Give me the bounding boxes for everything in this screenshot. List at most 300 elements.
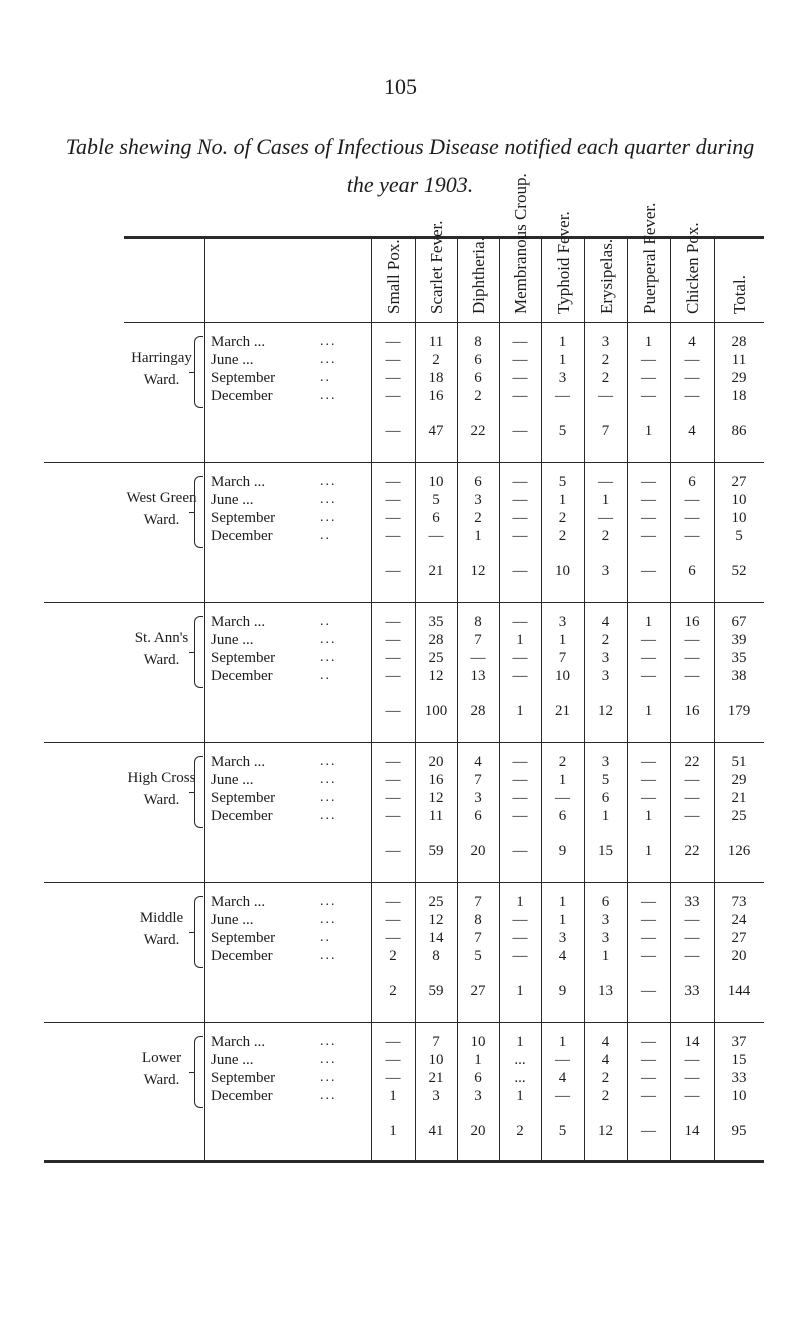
subtotal-cell: 144 [727,983,751,999]
subtotal-cell: 22 [684,843,700,859]
table-cell: — [598,474,613,490]
table-cell: 3 [558,930,567,946]
table-cell: — [385,528,401,544]
subtotal-cell: 126 [727,843,751,859]
table-cell: 6 [474,370,482,386]
table-cell: 24 [731,912,747,928]
subtotal-cell: 47 [428,423,444,439]
table-cell: — [684,650,700,666]
subtotal-cell: 52 [731,563,747,579]
month-label: December [211,1088,273,1104]
subtotal-cell: 1 [516,703,524,719]
table-cell: — [641,352,656,368]
subtotal-cell: 33 [684,983,700,999]
table-cell: — [512,808,528,824]
table-cell: 35 [731,650,747,666]
column-header: Puerperal Fever. [639,202,659,314]
table-cell: 28 [428,632,444,648]
leader-dots: ... [320,492,337,507]
table-cell: 29 [731,772,747,788]
subtotal-cell: — [385,563,401,579]
table-cell: — [385,334,401,350]
table-cell: 27 [731,474,747,490]
ward-brace [194,336,203,408]
table-cell: 3 [601,334,610,350]
subtotal-cell: 15 [598,843,613,859]
table-cell: 1 [644,334,653,350]
table-cell: — [385,930,401,946]
table-cell: — [385,650,401,666]
table-cell: 21 [731,790,747,806]
table-cell: — [684,510,700,526]
table-cell: 51 [731,754,747,770]
subtotal-cell: 22 [470,423,486,439]
leader-dots: ... [320,1034,337,1049]
table-cell: 8 [474,614,482,630]
table-cell: 6 [474,352,482,368]
subtotal-cell: 10 [555,563,570,579]
table-cell: 16 [428,388,444,404]
table-cell: 6 [558,808,567,824]
month-label: December [211,668,273,684]
table-cell: 18 [731,388,747,404]
ward-brace [194,476,203,548]
table-cell: 6 [688,474,696,490]
table-cell: 4 [601,1052,610,1068]
table-cell: 3 [474,1088,482,1104]
table-cell: 4 [558,1070,567,1086]
table-cell: — [641,912,656,928]
table-cell: — [385,370,401,386]
table-cell: 25 [428,650,444,666]
table-cell: — [684,388,700,404]
table-cell: 73 [731,894,747,910]
table-cell: — [555,1088,570,1104]
table-cell: 12 [428,668,444,684]
table-cell: — [684,632,700,648]
leader-dots: ... [320,388,337,403]
leader-dots: ... [320,948,337,963]
subtotal-cell: — [512,563,528,579]
leader-dots: ... [320,754,337,769]
table-cell: — [641,1070,656,1086]
bottom-rule [44,1160,764,1163]
table-cell: 37 [731,1034,747,1050]
month-label: September [211,510,276,526]
subtotal-cell: 1 [644,703,653,719]
subtotal-cell: 1 [389,1123,397,1139]
month-label: March ... [211,474,266,490]
table-cell: 3 [601,754,610,770]
table-cell: 11 [731,352,747,368]
table-cell: 1 [389,1088,397,1104]
month-label: March ... [211,614,266,630]
table-cell: 2 [601,1070,610,1086]
table-cell: 3 [558,614,567,630]
subtotal-cell: 12 [470,563,486,579]
table-cell: — [641,754,656,770]
table-cell: 1 [644,614,653,630]
leader-dots: ... [320,1070,337,1085]
table-cell: — [385,1034,401,1050]
ward-name: Ward. [143,652,180,668]
table-cell: 8 [474,912,482,928]
table-cell: 2 [601,370,610,386]
subtotal-cell: 6 [688,563,696,579]
leader-dots: ... [320,650,337,665]
table-cell: 22 [684,754,700,770]
subtotal-cell: 59 [428,983,444,999]
table-cell: 2 [474,388,482,404]
table-cell: 3 [432,1088,440,1104]
table-cell: 5 [432,492,440,508]
table-cell: — [512,772,528,788]
ward-name: Ward. [143,932,180,948]
table-cell: 15 [731,1052,747,1068]
table-cell: 4 [474,754,482,770]
table-cell: 8 [432,948,440,964]
table-cell: 2 [389,948,397,964]
table-cell: — [641,388,656,404]
leader-dots: ... [320,1052,337,1067]
month-label: September [211,370,276,386]
table-cell: — [512,912,528,928]
subtotal-cell: 28 [470,703,486,719]
column-header: Erysipelas. [596,238,616,314]
table-cell: 2 [558,510,567,526]
subtotal-cell: — [512,843,528,859]
table-cell: 10 [428,1052,444,1068]
subtotal-cell: 21 [555,703,570,719]
table-cell: — [555,388,570,404]
table-cell: — [470,650,486,666]
table-cell: — [684,492,700,508]
table-cell: 1 [516,632,524,648]
table-cell: — [385,754,401,770]
table-cell: 1 [558,772,567,788]
subtotal-cell: 16 [684,703,700,719]
ward-name: Ward. [143,372,180,388]
table-cell: 1 [601,948,610,964]
table-cell: 1 [601,492,610,508]
table-cell: — [641,772,656,788]
table-cell: — [512,492,528,508]
table-cell: 1 [558,492,567,508]
table-cell: 8 [474,334,482,350]
table-cell: 2 [601,528,610,544]
table-cell: — [684,352,700,368]
page-title [40,128,780,204]
table-cell: 3 [601,650,610,666]
subtotal-cell: 1 [644,843,653,859]
table-cell: 3 [601,912,610,928]
table-cell: — [684,948,700,964]
table-cell: — [641,370,656,386]
month-label: March ... [211,334,266,350]
table-cell: 6 [601,894,610,910]
table-cell: — [512,668,528,684]
table-cell: 11 [428,334,444,350]
table-cell: 33 [684,894,700,910]
table-cell: 4 [558,948,567,964]
table-cell: 1 [558,352,567,368]
column-header: Chicken Pox. [683,222,702,314]
leader-dots: ... [320,510,337,525]
table-cell: 3 [601,930,610,946]
table-cell: 20 [428,754,444,770]
table-cell: 6 [432,510,440,526]
month-label: September [211,930,276,946]
table-cell: 5 [735,528,743,544]
subtotal-cell: 2 [516,1123,524,1139]
table-cell: — [555,1052,570,1068]
leader-dots: .. [320,370,331,385]
table-cell: 7 [474,632,482,648]
table-cell: — [641,650,656,666]
table-cell: 3 [474,790,482,806]
table-cell: 2 [558,754,567,770]
table-cell: — [684,370,700,386]
ward-brace [194,896,203,968]
ward-name: Ward. [143,1072,180,1088]
table-cell: — [641,790,656,806]
table-cell: — [385,1052,401,1068]
table-cell: 16 [684,614,700,630]
table-cell: — [641,510,656,526]
month-label: September [211,790,276,806]
table-cell: 5 [601,772,610,788]
subtotal-cell: 1 [644,423,653,439]
month-label: March ... [211,1034,266,1050]
table-cell: — [385,668,401,684]
table-cell: 2 [601,1088,610,1104]
column-header: Small Pox. [384,239,403,314]
table-cell: 4 [688,334,696,350]
ward-separator [44,602,764,603]
subtotal-cell: — [385,703,401,719]
table-cell: 1 [601,808,610,824]
table-cell: ... [514,1052,526,1068]
ward-brace [194,1036,203,1108]
column-header: Membranous Croup. [511,173,530,314]
table-cell: 1 [516,1034,524,1050]
table-cell: 1 [474,1052,482,1068]
table-cell: — [684,930,700,946]
table-cell: 1 [516,894,524,910]
table-cell: 1 [558,334,567,350]
table-cell: 5 [474,948,482,964]
table-cell: 16 [428,772,444,788]
table-cell: — [598,388,613,404]
ward-name: St. Ann's [134,630,189,646]
table-cell: — [598,510,613,526]
month-label: March ... [211,894,266,910]
month-label: September [211,1070,276,1086]
ward-name: Ward. [143,512,180,528]
table-cell: — [641,474,656,490]
month-label: June ... [211,772,254,788]
subtotal-cell: 27 [470,983,486,999]
subtotal-cell: 86 [731,423,747,439]
table-cell: — [385,492,401,508]
table-cell: — [512,334,528,350]
table-cell: 21 [428,1070,444,1086]
table-cell: 2 [601,352,610,368]
column-header: Total. [730,275,749,314]
subtotal-cell: 5 [558,1123,567,1139]
table-cell: — [641,930,656,946]
leader-dots: ... [320,1088,337,1103]
subtotal-cell: 95 [731,1123,747,1139]
table-cell: — [385,474,401,490]
table-cell: 3 [558,370,567,386]
table-cell: — [684,912,700,928]
table-cell: 10 [428,474,444,490]
table-cell: — [641,668,656,684]
table-cell: 20 [731,948,747,964]
month-label: June ... [211,352,254,368]
month-label: June ... [211,1052,254,1068]
leader-dots: .. [320,614,331,629]
table-cell: 2 [558,528,567,544]
table-cell: 4 [601,1034,610,1050]
ward-separator [44,462,764,463]
table-cell: — [385,352,401,368]
subtotal-cell: — [385,423,401,439]
table-cell: — [385,808,401,824]
table-cell: — [512,650,528,666]
leader-dots: .. [320,930,331,945]
ward-name: Lower [141,1050,182,1066]
table-cell: — [641,894,656,910]
table-cell: — [684,1088,700,1104]
table-cell: 1 [558,632,567,648]
ward-name: Harringay [131,350,192,366]
table-cell: 10 [555,668,570,684]
table-cell: 10 [470,1034,486,1050]
table-cell: ... [514,1070,526,1086]
table-cell: — [641,1034,656,1050]
table-cell: — [641,528,656,544]
table-cell: 11 [428,808,444,824]
table-cell: 28 [731,334,747,350]
column-header: Scarlet Fever. [427,220,446,314]
subtotal-cell: 12 [598,703,613,719]
subtotal-cell: 100 [424,703,448,719]
title-line-1: Table shewing No. of Cases of Infectious Disease notified each quarter during [65,134,755,159]
table-cell: — [385,912,401,928]
month-label: June ... [211,492,254,508]
table-cell: 10 [731,510,747,526]
table-cell: 3 [474,492,482,508]
subtotal-cell: 14 [684,1123,700,1139]
table-cell: 33 [731,1070,747,1086]
table-cell: 6 [474,1070,482,1086]
subtotal-cell: — [512,423,528,439]
ward-separator [44,1022,764,1023]
table-cell: 18 [428,370,444,386]
month-label: December [211,948,273,964]
table-cell: 25 [428,894,444,910]
subtotal-cell: 3 [601,563,610,579]
table-cell: 2 [432,352,440,368]
ward-separator [44,742,764,743]
ward-separator [44,882,764,883]
table-cell: — [641,1088,656,1104]
table-cell: 12 [428,790,444,806]
table-cell: 39 [731,632,747,648]
table-cell: 3 [601,668,610,684]
table-cell: — [641,632,656,648]
subtotal-cell: 59 [428,843,444,859]
table-cell: 7 [474,894,482,910]
table-cell: 1 [474,528,482,544]
table-cell: 6 [601,790,610,806]
subtotal-cell: 9 [558,843,567,859]
table-cell: — [385,790,401,806]
month-label: June ... [211,912,254,928]
subtotal-cell: 7 [601,423,610,439]
subtotal-cell: — [641,563,656,579]
table-cell: 7 [558,650,567,666]
table-cell: — [512,528,528,544]
table-cell: 14 [684,1034,700,1050]
table-cell: 13 [470,668,486,684]
table-cell: 5 [558,474,567,490]
table-cell: 25 [731,808,747,824]
leader-dots: ... [320,334,337,349]
table-cell: 67 [731,614,747,630]
table-cell: 1 [516,1088,524,1104]
table-cell: — [684,1052,700,1068]
table-cell: — [385,772,401,788]
table-cell: 7 [474,772,482,788]
table-cell: — [641,1052,656,1068]
subtotal-cell: 41 [428,1123,444,1139]
subtotal-cell: — [641,1123,656,1139]
header-rule [124,322,764,323]
table-cell: — [385,1070,401,1086]
column-header: Diphtheria. [469,237,488,314]
month-label: December [211,528,273,544]
table-cell: — [512,474,528,490]
ward-name: High Cross [127,770,196,786]
subtotal-cell: 4 [688,423,696,439]
leader-dots: ... [320,894,337,909]
table-cell: — [684,1070,700,1086]
subtotal-cell: 5 [558,423,567,439]
subtotal-cell: 20 [470,843,486,859]
leader-dots: ... [320,772,337,787]
month-label: December [211,388,273,404]
leader-dots: ... [320,912,337,927]
leader-dots: .. [320,668,331,683]
leader-dots: ... [320,808,337,823]
table-cell: 12 [428,912,444,928]
table-cell: 1 [558,1034,567,1050]
leader-dots: ... [320,352,337,367]
table-cell: 1 [558,894,567,910]
table-cell: 7 [474,930,482,946]
table-cell: — [385,510,401,526]
table-cell: — [512,790,528,806]
title-line-2: the year 1903. [346,172,474,197]
subtotal-cell: 20 [470,1123,486,1139]
table-cell: 7 [432,1034,440,1050]
leader-dots: .. [320,528,331,543]
table-cell: — [684,772,700,788]
subtotal-cell: 21 [428,563,444,579]
